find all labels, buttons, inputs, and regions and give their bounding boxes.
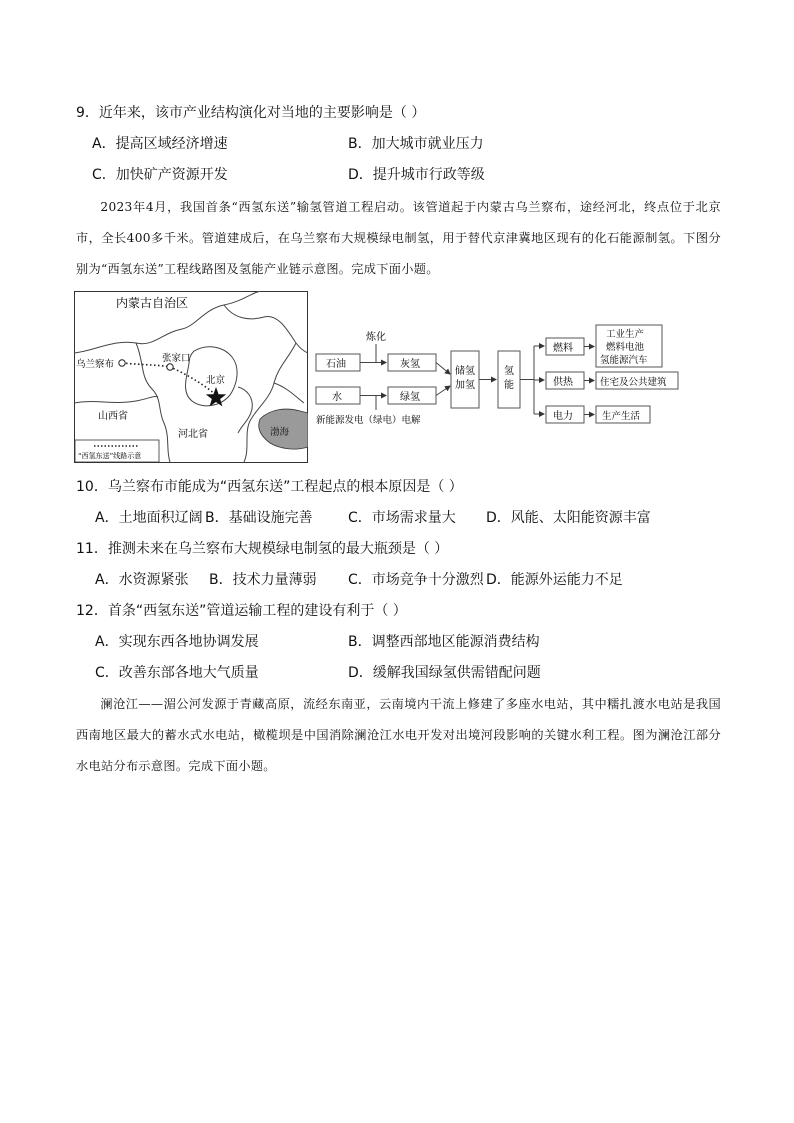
map-label-hebei: 河北省	[178, 429, 208, 440]
chain-text-fuel: 燃料	[553, 343, 573, 354]
chain-text-use-fuel-cell: 燃料电池	[606, 342, 645, 353]
chain-text-storage-1: 储氢	[455, 366, 475, 377]
q9-stem: 9．近年来，该市产业结构演化对当地的主要影响是（ ）	[76, 105, 426, 121]
q11-stem: 11．推测未来在乌兰察布大规模绿电制氢的最大瓶颈是（ ）	[76, 541, 449, 557]
chain-text-green-hydrogen: 绿氢	[400, 392, 420, 403]
q10-stem: 10．乌兰察布市能成为“西氢东送”工程起点的根本原因是（ ）	[76, 479, 463, 495]
chain-text-use-life: 生产生活	[602, 411, 641, 422]
q12-option-c: C．改善东部各地大气质量	[95, 665, 259, 681]
pipeline-route-map	[74, 291, 308, 463]
map-label-zhangjiakou: 张家口	[162, 353, 191, 364]
passage-hydrogen-text: 2023年4月，我国首条“西氢东送”输氢管道工程启动。该管道起于内蒙古乌兰察布，途经河北，终点位于北京市，全长400多千米。管道建成后，在乌兰察布大规模绿电制氢，用于替代京津冀地区现有的化石能源制氢。下图分别为“西氢东送”工程线路图及氢能产业链示意图。完成下面小题。	[76, 200, 721, 276]
q10-option-c: C．市场需求量大	[348, 510, 456, 526]
map-label-bohai: 渤海	[270, 427, 290, 438]
map-label-beijing: 北京	[206, 375, 226, 386]
map-legend-label: “西氢东送”线路示意	[78, 452, 142, 460]
chain-label-refining: 炼化	[366, 332, 386, 343]
q9-option-b: B．加大城市就业压力	[348, 136, 484, 152]
chain-text-hydrogen-1: 氢	[504, 366, 514, 377]
q9-option-c: C．加快矿产资源开发	[92, 167, 228, 183]
q9-option-d: D．提升城市行政等级	[348, 167, 485, 183]
chain-text-hydrogen-2: 能	[504, 380, 514, 391]
q11-option-b: B．技术力量薄弱	[209, 572, 317, 588]
q9-option-a: A．提高区域经济增速	[92, 136, 228, 152]
map-label-shanxi: 山西省	[98, 411, 128, 422]
q12-option-b: B．调整西部地区能源消费结构	[348, 634, 540, 650]
q10-option-a: A．土地面积辽阔	[95, 510, 203, 526]
q10-option-d: D．风能、太阳能资源丰富	[486, 510, 651, 526]
chain-text-use-vehicle: 氢能源汽车	[600, 355, 648, 366]
q12-stem: 12．首条“西氢东送”管道运输工程的建设有利于（ ）	[76, 603, 407, 619]
chain-text-water: 水	[332, 392, 342, 403]
q11-option-a: A．水资源紧张	[95, 572, 189, 588]
passage-lancang	[76, 689, 721, 782]
q12-option-a: A．实现东西各地协调发展	[95, 634, 259, 650]
chain-text-power: 电力	[553, 411, 573, 422]
q12-option-d: D．缓解我国绿氢供需错配问题	[348, 665, 541, 681]
passage-hydrogen	[76, 192, 721, 285]
chain-text-oil: 石油	[326, 359, 346, 370]
map-label-wulanchabu: 乌兰察布	[76, 359, 115, 370]
q10-option-b: B．基础设施完善	[205, 510, 313, 526]
chain-text-storage-2: 加氢	[455, 380, 475, 391]
q11-option-c: C．市场竞争十分激烈	[348, 572, 484, 588]
chain-text-heat: 供热	[553, 377, 573, 388]
passage-lancang-text: 澜沧江——湄公河发源于青藏高原，流经东南亚，云南境内干流上修建了多座水电站，其中糯扎渡水电站是我国西南地区最大的蓄水式水电站，橄榄坝是中国消除澜沧江水电开发对出境河段影响的关键水利工程。图为澜沧江部分水电站分布示意图。完成下面小题。	[76, 697, 721, 773]
chain-text-use-industry: 工业生产	[606, 329, 645, 340]
chain-text-use-buildings: 住宅及公共建筑	[600, 377, 667, 388]
q11-option-d: D．能源外运能力不足	[486, 572, 623, 588]
hydrogen-chain-diagram	[312, 324, 692, 430]
map-label-inner-mongolia: 内蒙古自治区	[116, 296, 189, 310]
chain-label-electrolysis: 新能源发电（绿电）电解	[316, 415, 421, 426]
chain-text-grey-hydrogen: 灰氢	[400, 359, 420, 370]
